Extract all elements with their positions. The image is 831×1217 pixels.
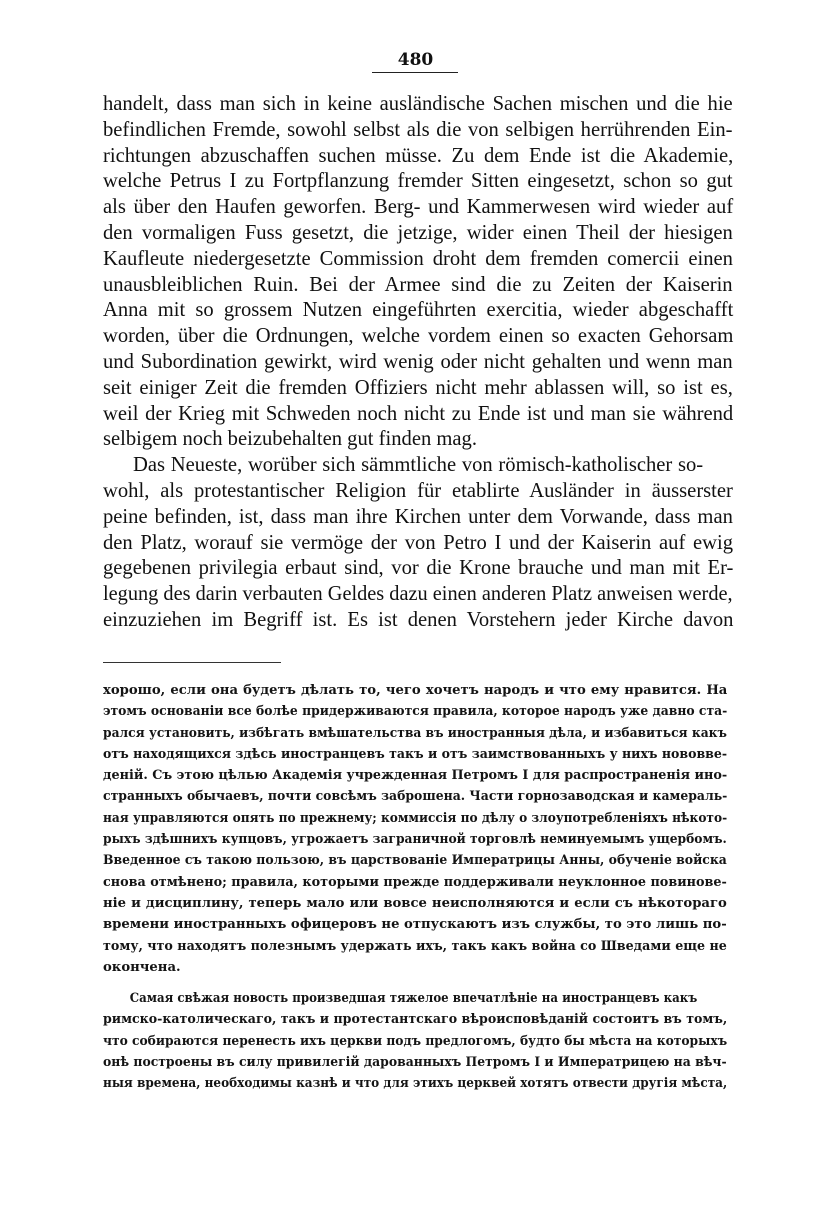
text-line: weil der Krieg mit Schweden noch nicht zu Ende ist und man sie während [103, 402, 734, 425]
translation-line: Самая свѣжая новость произведшая тяжелое впечатлѣнiе на иностранцевъ какъ [129, 991, 698, 1007]
text-line: seit einiger Zeit die fremden Offiziers nicht mehr ablassen will, so ist es, [103, 376, 733, 399]
translation-line: Введенное съ такою пользою, въ царствованiе Императрицы Анны, обученiе войска [103, 853, 727, 869]
text-line: selbigem noch beizubehalten gut finden mag. [103, 428, 478, 451]
translation-line: окончена. [103, 959, 181, 975]
text-line: peine befinden, ist, dass man ihre Kirchen unter dem Vorwande, dass man [103, 505, 733, 528]
translation-line: хорошо, если она будетъ дѣлать то, чего хочетъ народъ и что ему нравится. На [103, 683, 728, 698]
translation-line: отъ находящихся здѣсь иностранцевъ такъ и отъ заимствованныхъ у нихъ нововве- [103, 746, 728, 762]
text-line: den Platz, worauf sie vermöge der von Petro I und der Kaiserin auf ewig [103, 531, 734, 554]
main-text [103, 92, 733, 634]
text-line: unausbleiblichen Ruin. Bei der Armee sind die zu Zeiten der Kaiserin [103, 273, 733, 296]
translation-line: рыхъ здѣшнихъ купцовъ, угрожаетъ заграничной торговлѣ неминуемымъ ущербомъ. [103, 832, 727, 848]
paragraph-gap [103, 978, 727, 988]
text-line: legung des darin verbauten Geldes dazu einen anderen Platz anweisen werde, [103, 583, 733, 606]
translation-line: времени иностранныхъ офицеровъ не отпускаютъ изъ службы, то это лишь по- [103, 917, 727, 933]
text-line: Das Neueste, worüber sich sämmtliche von römisch-katholischer so- [133, 454, 704, 477]
text-line: als über den Haufen geworfen. Berg- und Kammerwesen wird wieder auf [103, 196, 734, 219]
translation-line: онѣ построены въ силу привилегiй дарованныхъ Петромъ I и Императрицею на вѣч- [103, 1055, 727, 1071]
page-number: 480 [397, 50, 434, 70]
translation-line: тому, что находятъ полезнымъ удержать ихъ, такъ какъ война со Шведами еще не [103, 938, 727, 954]
translation-line: снова отмѣнено; правила, которыми прежде поддерживали неуклонное повинове- [103, 874, 727, 890]
page-number-rule [372, 72, 458, 73]
text-line: und Subordination gewirkt, wird wenig oder nicht gehalten und wenn man [103, 350, 733, 373]
text-line: Anna mit so grossem Nutzen eingeführten exercitia, wieder abgeschafft [103, 299, 734, 322]
translation-line: что собираются перенесть ихъ церкви подъ предлогомъ, будто бы мѣста на которыхъ [103, 1033, 728, 1049]
translation-line: рался установить, избѣгать вмѣшательства въ иностранныя дѣла, и избавиться какъ [103, 725, 727, 741]
translation-line: ная управляются опять по прежнему; коммиссiя по дѣлу о злоупотребленiяхъ нѣкото- [103, 810, 728, 826]
text-line: einzuziehen im Begriff ist. Es ist denen Vorstehern jeder Kirche davon [103, 608, 734, 631]
footnote-rule [103, 662, 281, 663]
translation-footnote [103, 680, 727, 1095]
translation-line: нiе и дисциплину, теперь мало или вовсе неисполняются и если съ нѣкотораго [103, 895, 727, 911]
text-line: worden, über die Ordnungen, welche vordem einen so exacten Gehorsam [103, 325, 734, 348]
translation-line: римско-католическаго, такъ и протестантскаго вѣроисповѣданiй состоитъ въ томъ, [103, 1012, 728, 1028]
text-line: den vormaligen Fuss gesetzt, die jetzige, wider einen Theil der hiesigen [103, 221, 733, 244]
text-line: wohl, als protestantischer Religion für etablirte Ausländer in äusserster [103, 479, 733, 502]
text-line: handelt, dass man sich in keine ausländische Sachen mischen und die hie [103, 93, 733, 115]
translation-line: этомъ основанiи все болѣе придерживаются правила, которое народъ уже давно ста- [103, 704, 728, 720]
text-line: richtungen abzuschaffen suchen müsse. Zu dem Ende ist die Akademie, [103, 144, 734, 167]
translation-line: странныхъ обычаевъ, почти совсѣмъ заброшена. Части горнозаводская и камераль- [103, 789, 728, 805]
text-line: befindlichen Fremde, sowohl selbst als die von selbigen herrührenden Ein- [103, 118, 733, 141]
text-line: Kaufleute niedergesetzte Commission droht dem fremden comercii einen [103, 247, 733, 270]
text-line: gegebenen privilegia erbaut sind, vor die Krone brauche und man mit Er- [103, 557, 734, 580]
translation-line: денiй. Съ этою цѣлью Академiя учрежденная Петромъ I для распространенiя ино- [103, 768, 728, 784]
translation-line: ныя времена, необходимы казнѣ и что для этихъ церквей хотятъ отвести другiя мѣста, [103, 1076, 728, 1092]
text-line: welche Petrus I zu Fortpflanzung fremder Sitten eingesetzt, schon so gut [103, 170, 733, 193]
